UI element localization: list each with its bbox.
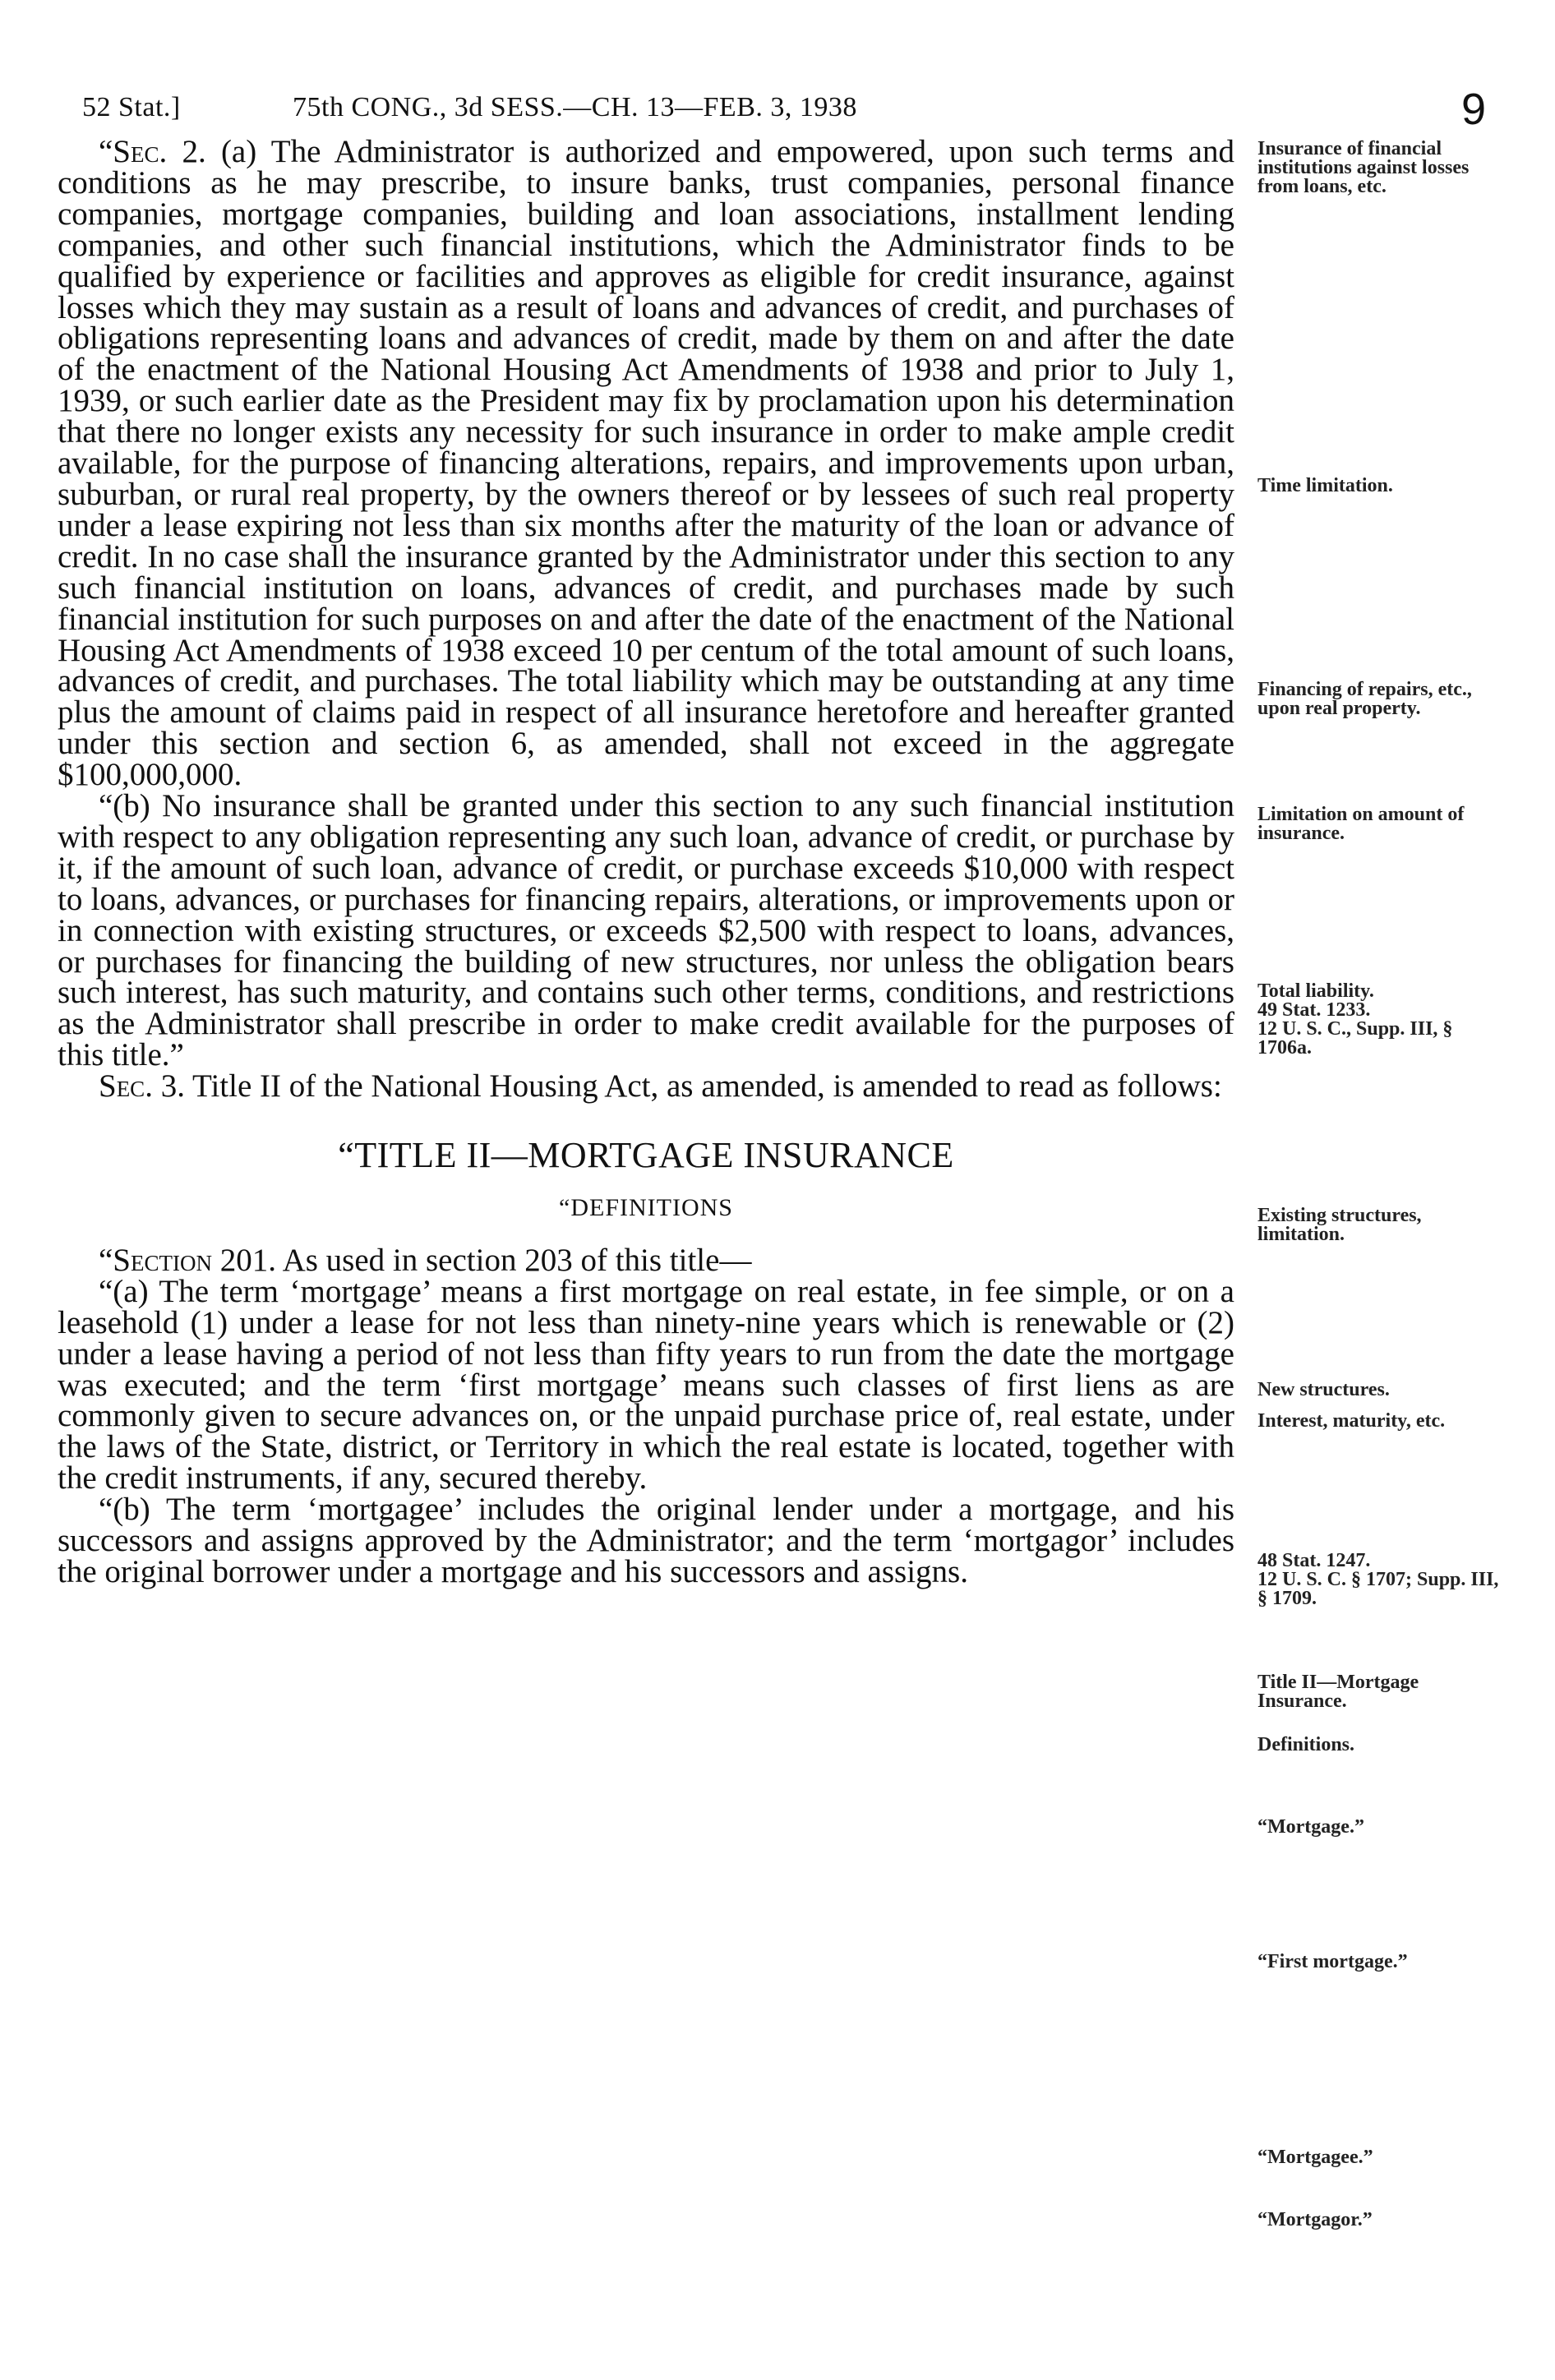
- margin-note-liability-line-3: 12 U. S. C., Supp. III, § 1706a.: [1257, 1018, 1453, 1059]
- statute-body: [58, 136, 1234, 1588]
- section-3-paragraph: [58, 1068, 1234, 1105]
- margin-note-interest: Interest, maturity, etc.: [1257, 1410, 1446, 1432]
- margin-note-time-limitation: Time limitation.: [1257, 475, 1393, 496]
- section-2-label: “Sec.: [99, 134, 168, 169]
- margin-note-stat-line-2: 12 U. S. C. § 1707; Supp. III, § 1709.: [1257, 1569, 1499, 1609]
- margin-note-liability-line-2: 49 Stat. 1233.: [1257, 999, 1371, 1021]
- margin-note-limitation: Limitation on amount of insurance.: [1257, 804, 1465, 844]
- margin-note-mortgagee: “Mortgagee.”: [1257, 2147, 1373, 2168]
- margin-note-total-liability: [1257, 982, 1504, 1058]
- header-session-info: 75th CONG., 3d SESS.—CH. 13—FEB. 3, 1938: [293, 92, 857, 122]
- section-201-label: “Section: [99, 1242, 212, 1278]
- margin-note-first-mortgage: “First mortgage.”: [1257, 1951, 1408, 1972]
- section-201-text: 201. As used in section 203 of this title—: [211, 1242, 752, 1278]
- margin-note-financing: Financing of repairs, etc., upon real property.: [1257, 679, 1472, 719]
- title-ii-heading: “TITLE II—MORTGAGE INSURANCE: [338, 1135, 954, 1176]
- section-201-paragraph: [58, 1242, 1234, 1278]
- header-statute-ref: 52 Stat.]: [82, 92, 181, 122]
- section-3-text: 3. Title II of the National Housing Act, as amended, is amended to read as follows:: [152, 1068, 1222, 1105]
- section-2a-text: 2. (a) The Administrator is authorized and empowered, upon such terms and conditions as he may prescribe, to insure banks, trust companies, personal finance companies, mortgage companies, building and loan associations, installment lending companies, and other such financial institutions, which the Administrator finds to be qualified by experience or facilities and approves as eligible for credit insurance, against losses which they may sustain as a result of loans and advances of credit, and purchases of obligations representing loans and advances of credit, made by them on and after the date of the enactment of the National Housing Act Amendments of 1938 and prior to July 1, 1939, or such earlier date as the President may fix by proclamation upon his determination that there no longer exists any necessity for such insurance in order to make ample credit available, for the purpose of financing alterations, repairs, and improvements upon urban, suburban, or rural real property, by the owners thereof or by lessees of such real property under a lease expiring not less than six months after the maturity of the loan or advance of credit. In no case shall the insurance granted by the Administrator under this section to any such financial institution on loans, advances of credit, and purchases made by such financial institution for such purposes on and after the date of the enactment of the National Housing Act Amendments of 1938 exceed 10 per centum of the total amount of such loans, advances of credit, and purchases. The total liability which may be outstanding at any time plus the amount of claims paid in respect of all insurance heretofore and hereafter granted under this section and section 6, as amended, shall not exceed in the aggregate $100,000,000.: [58, 134, 1234, 793]
- margin-note-mortgage: “Mortgage.”: [1257, 1816, 1364, 1838]
- section-2a-paragraph: [58, 136, 1234, 791]
- margin-note-mortgagor: “Mortgagor.”: [1257, 2209, 1373, 2230]
- definition-a-paragraph: “(a) The term ‘mortgage’ means a first mortgage on real estate, in fee simple, or on a leasehold (1) under a lease for not less than ninety-nine years which is renewable or (2) under a lease having a period of not less than fifty years to run from the date the mortgage was executed; and the term ‘first mortgage’ means such classes of first liens as are commonly given to secure advances on, or the unpaid purchase price of, real estate, under the laws of the State, district, or Territory in which the real estate is located, together with the credit instruments, if any, secured thereby.: [58, 1273, 1234, 1497]
- margin-note-existing-structures: Existing structures, limitation.: [1257, 1205, 1422, 1245]
- margin-note-stat-line-1: 48 Stat. 1247.: [1257, 1550, 1371, 1571]
- margin-note-title-ii: Title II—Mortgage Insurance.: [1257, 1672, 1419, 1712]
- margin-note-insurance: Insurance of financial institutions against losses from loans, etc.: [1257, 138, 1470, 197]
- page-number: 9: [1461, 85, 1487, 134]
- margin-note-new-structures: New structures.: [1257, 1379, 1390, 1400]
- section-2b-paragraph: “(b) No insurance shall be granted under this section to any such financial institution with respect to any obligation representing any such loan, advance of credit, or purchase by it, if the amount of such loan, advance of credit, or purchase exceeds $10,000 with respect to loans, advances, or purchases for financing repairs, alterations, or improvements upon or in connection with existing structures, or exceeds $2,500 with respect to loans, advances, or purchases for financing the building of new structures, nor unless the obligation bears such interest, has such maturity, and contains such other terms, conditions, and restrictions as the Administrator shall prescribe in order to make credit available for the purposes of this title.”: [58, 788, 1234, 1073]
- definitions-heading: “DEFINITIONS: [559, 1194, 733, 1221]
- margin-note-statute-refs: [1257, 1552, 1504, 1608]
- margin-note-definitions: Definitions.: [1257, 1734, 1355, 1755]
- definition-b-paragraph: “(b) The term ‘mortgagee’ includes the original lender under a mortgage, and his successors and assigns approved by the Administrator; and the term ‘mortgagor’ includes the original borrower under a mortgage and his successors and assigns.: [58, 1492, 1234, 1589]
- margin-note-liability-line-1: Total liability.: [1257, 980, 1374, 1002]
- section-3-label: Sec.: [99, 1068, 153, 1105]
